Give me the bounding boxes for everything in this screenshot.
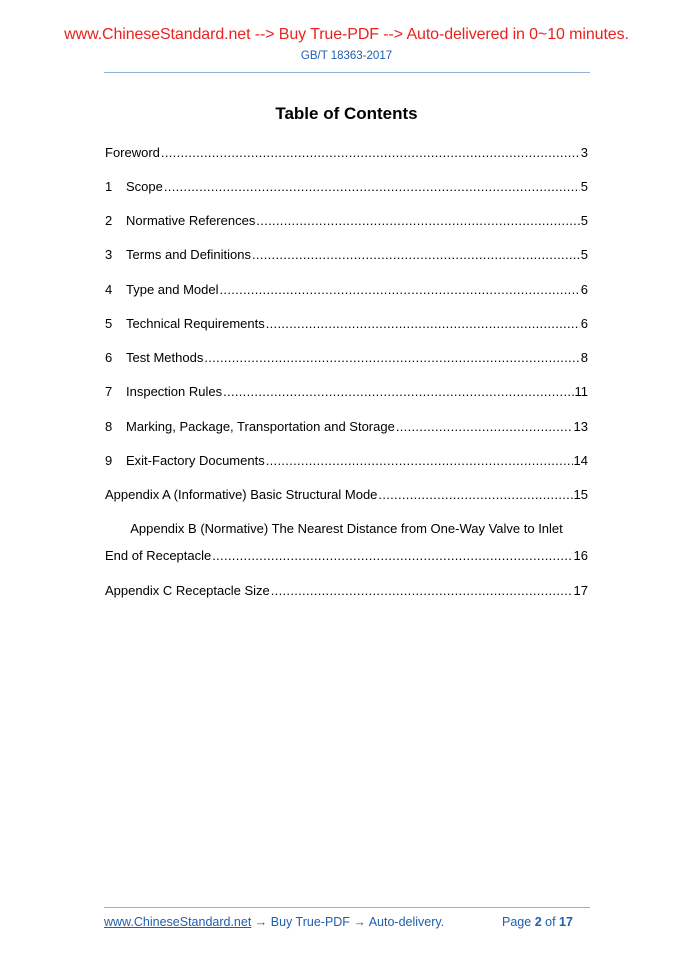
toc-leader-dots <box>252 247 580 263</box>
toc-entry-appendix-b[interactable] <box>105 548 588 564</box>
page-of: of <box>545 915 556 929</box>
toc-entry-page: 8 <box>580 350 588 365</box>
toc-leader-dots <box>161 145 580 161</box>
toc-entry-appendix-a[interactable] <box>105 487 588 503</box>
promo-banner-text[interactable]: www.ChineseStandard.net --> Buy True-PDF --> Auto-delivered in 0~10 minutes. <box>64 26 629 43</box>
toc-leader-dots <box>164 179 580 195</box>
toc-entry-label: Test Methods <box>126 350 204 365</box>
toc-entry-page: 6 <box>580 282 588 297</box>
toc-leader-dots <box>378 487 572 503</box>
toc-entry-page: 5 <box>580 179 588 194</box>
footer-site-link[interactable]: www.ChineseStandard.net <box>104 915 252 929</box>
toc-entry-number: 3 <box>105 247 113 262</box>
toc-entry-number: 1 <box>105 179 113 194</box>
toc-entry-technical-requirements[interactable] <box>105 316 588 332</box>
promo-banner[interactable] <box>0 26 693 44</box>
toc-entry-appendix-b-line1[interactable]: Appendix B (Normative) The Nearest Distance from One-Way Valve to Inlet <box>130 521 563 536</box>
toc-entry-page: 13 <box>573 419 588 434</box>
toc-entry-number: 9 <box>105 453 113 468</box>
toc-leader-dots <box>266 316 580 332</box>
toc-leader-dots <box>271 583 573 599</box>
toc-entry-page: 11 <box>574 384 588 399</box>
toc-entry-number: 4 <box>105 282 113 297</box>
toc-entry-foreword[interactable] <box>105 145 588 161</box>
toc-entry-label: Terms and Definitions <box>126 247 251 262</box>
toc-entry-inspection-rules[interactable] <box>105 384 588 400</box>
toc-entry-label: Appendix C Receptacle Size <box>105 583 270 598</box>
toc-entry-label: Scope <box>126 179 163 194</box>
toc-entry-page: 5 <box>580 213 588 228</box>
toc-entry-exit-factory[interactable] <box>105 453 588 469</box>
footer-divider <box>104 907 590 908</box>
toc-entry-type-model[interactable] <box>105 282 588 298</box>
page-total: 17 <box>559 915 573 929</box>
toc-entry-number: 2 <box>105 213 113 228</box>
toc-entry-label: Type and Model <box>126 282 219 297</box>
page-word: Page <box>502 915 532 929</box>
toc-entry-number: 8 <box>105 419 113 434</box>
toc-entry-normative-references[interactable] <box>105 213 588 229</box>
page-current: 2 <box>534 915 542 929</box>
toc-entry-terms[interactable] <box>105 247 588 263</box>
toc-entry-label: Exit-Factory Documents <box>126 453 265 468</box>
toc-entry-page: 15 <box>573 487 588 502</box>
toc-entry-page: 17 <box>573 583 588 598</box>
toc-leader-dots <box>396 419 573 435</box>
toc-entry-scope[interactable] <box>105 179 588 195</box>
toc-title: Table of Contents <box>275 104 418 123</box>
page-indicator <box>502 915 573 929</box>
toc-entry-page: 5 <box>580 247 588 262</box>
toc-entry-page: 3 <box>580 145 588 160</box>
toc-entry-number: 5 <box>105 316 113 331</box>
toc-entry-appendix-c[interactable] <box>105 583 588 599</box>
toc-leader-dots <box>266 453 573 469</box>
toc-entry-label: Normative References <box>126 213 256 228</box>
toc-entry-label: Technical Requirements <box>126 316 265 331</box>
toc-leader-dots <box>212 548 572 564</box>
toc-entry-marking[interactable] <box>105 419 588 435</box>
toc-entry-page: 14 <box>573 453 588 468</box>
toc-leader-dots <box>220 282 580 298</box>
toc-entry-page: 16 <box>573 548 588 563</box>
toc-entry-number: 7 <box>105 384 113 399</box>
header-divider <box>104 72 590 73</box>
toc-entry-test-methods[interactable] <box>105 350 588 366</box>
toc-leader-dots <box>223 384 573 400</box>
toc-leader-dots <box>256 213 579 229</box>
standard-number: GB/T 18363-2017 <box>300 50 393 62</box>
toc-entry-label: Inspection Rules <box>126 384 223 399</box>
toc-leader-dots <box>204 350 579 366</box>
footer-promo <box>104 915 444 929</box>
toc-entry-label: Foreword <box>105 145 160 160</box>
toc-entry-label: Marking, Package, Transportation and Storage <box>126 419 395 434</box>
toc-entry-page: 6 <box>580 316 588 331</box>
toc-entry-label: End of Receptacle <box>105 548 212 563</box>
toc-entry-label: Appendix A (Informative) Basic Structural Mode <box>105 487 378 502</box>
footer-promo-text: → Buy True-PDF → Auto-delivery. <box>251 915 445 929</box>
toc-entry-number: 6 <box>105 350 113 365</box>
